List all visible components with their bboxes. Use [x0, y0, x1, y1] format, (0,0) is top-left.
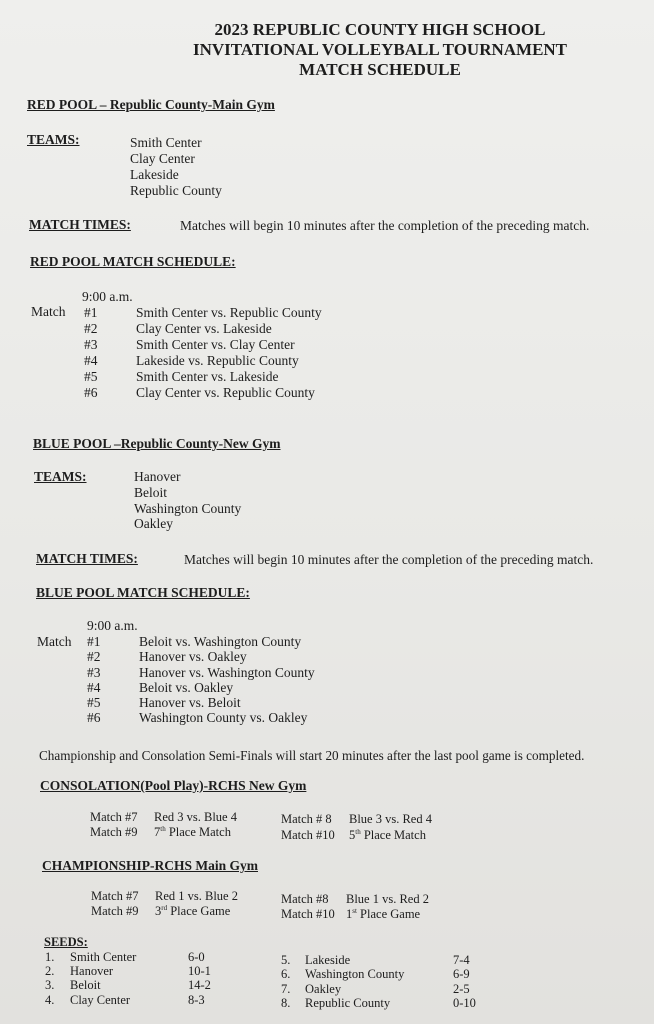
blue-pool-heading: BLUE POOL –Republic County-New Gym [33, 436, 281, 451]
championship-left-2-match: Match #9 [91, 904, 139, 918]
red-match-4-num: #4 [84, 353, 98, 368]
semi-finals-note: Championship and Consolation Semi-Finals will start 20 minutes after the last pool game is completed. [39, 748, 585, 763]
blue-match-3-num: #3 [87, 665, 101, 680]
seed-7-team: Oakley [305, 982, 342, 996]
red-team-1: Smith Center [130, 135, 202, 150]
blue-match-5-num: #5 [87, 695, 101, 710]
seed-7-record: 2-5 [453, 982, 470, 996]
page-title-line2: INVITATIONAL VOLLEYBALL TOURNAMENT [192, 40, 568, 59]
consolation-left-2-game: 7th Place Match [154, 825, 231, 840]
seed-7-rank: 7. [281, 982, 291, 996]
blue-team-4: Oakley [134, 516, 173, 531]
red-match-times-label: MATCH TIMES: [29, 217, 131, 232]
blue-match-6-game: Washington County vs. Oakley [139, 710, 308, 725]
blue-match-times-text: Matches will begin 10 minutes after the completion of the preceding match. [184, 552, 594, 567]
red-pool-heading: RED POOL – Republic County-Main Gym [27, 97, 275, 112]
championship-right-2-game: 1st Place Game [346, 907, 421, 922]
championship-left-1-match: Match #7 [91, 889, 139, 903]
consolation-left-2-match: Match #9 [90, 825, 138, 839]
consolation-right-2-game: 5th Place Match [349, 828, 426, 843]
seed-4-record: 8-3 [188, 993, 205, 1007]
red-match-6-game: Clay Center vs. Republic County [136, 385, 315, 400]
seed-3-rank: 3. [45, 978, 55, 992]
championship-right-1-match: Match #8 [281, 892, 329, 906]
seed-3-record: 14-2 [188, 978, 211, 992]
blue-match-label: Match [37, 634, 72, 649]
blue-team-3: Washington County [134, 501, 242, 516]
blue-teams-label: TEAMS: [34, 469, 87, 484]
blue-match-4-game: Beloit vs. Oakley [139, 680, 234, 695]
seed-5-team: Lakeside [305, 953, 351, 967]
blue-match-times-label: MATCH TIMES: [36, 551, 138, 566]
red-start-time: 9:00 a.m. [82, 289, 133, 304]
blue-match-4-num: #4 [87, 680, 101, 695]
consolation-right-1-match: Match # 8 [281, 812, 332, 826]
seeds-heading: SEEDS: [44, 935, 88, 949]
championship-left-2-game: 3rd Place Game [155, 904, 231, 919]
seed-6-record: 6-9 [453, 967, 470, 981]
seed-1-team: Smith Center [70, 950, 137, 964]
consolation-heading: CONSOLATION(Pool Play)-RCHS New Gym [40, 778, 307, 793]
red-team-2: Clay Center [130, 151, 195, 166]
blue-match-5-game: Hanover vs. Beloit [139, 695, 241, 710]
red-match-1-game: Smith Center vs. Republic County [136, 305, 322, 320]
seed-2-team: Hanover [70, 964, 114, 978]
seed-6-rank: 6. [281, 967, 291, 981]
seed-2-record: 10-1 [188, 964, 211, 978]
championship-right-2-match: Match #10 [281, 907, 335, 921]
seed-6-team: Washington County [305, 967, 405, 981]
red-schedule-heading: RED POOL MATCH SCHEDULE: [30, 254, 236, 269]
consolation-left-1-match: Match #7 [90, 810, 138, 824]
blue-schedule-heading: BLUE POOL MATCH SCHEDULE: [36, 585, 250, 600]
page-title-line1: 2023 REPUBLIC COUNTY HIGH SCHOOL [214, 20, 546, 39]
red-match-3-game: Smith Center vs. Clay Center [136, 337, 295, 352]
blue-match-1-num: #1 [87, 634, 101, 649]
blue-match-2-game: Hanover vs. Oakley [139, 649, 247, 664]
red-match-2-game: Clay Center vs. Lakeside [136, 321, 272, 336]
blue-start-time: 9:00 a.m. [87, 618, 138, 633]
seed-1-rank: 1. [45, 950, 55, 964]
blue-match-2-num: #2 [87, 649, 101, 664]
consolation-right-1-game: Blue 3 vs. Red 4 [349, 812, 432, 826]
red-match-1-num: #1 [84, 305, 98, 320]
red-match-2-num: #2 [84, 321, 98, 336]
seed-2-rank: 2. [45, 964, 55, 978]
red-match-6-num: #6 [84, 385, 98, 400]
red-match-4-game: Lakeside vs. Republic County [136, 353, 299, 368]
blue-match-1-game: Beloit vs. Washington County [139, 634, 302, 649]
championship-right-1-game: Blue 1 vs. Red 2 [346, 892, 429, 906]
blue-team-2: Beloit [134, 485, 167, 500]
seed-8-rank: 8. [281, 996, 291, 1010]
seed-1-record: 6-0 [188, 950, 205, 964]
seed-5-record: 7-4 [453, 953, 470, 967]
consolation-right-2-match: Match #10 [281, 828, 335, 842]
championship-heading: CHAMPIONSHIP-RCHS Main Gym [42, 858, 258, 873]
page-title-line3: MATCH SCHEDULE [299, 60, 461, 79]
seed-4-team: Clay Center [70, 993, 131, 1007]
blue-match-6-num: #6 [87, 710, 101, 725]
red-match-5-num: #5 [84, 369, 98, 384]
seed-5-rank: 5. [281, 953, 291, 967]
red-match-label: Match [31, 304, 66, 319]
seed-8-record: 0-10 [453, 996, 476, 1010]
blue-match-3-game: Hanover vs. Washington County [139, 665, 315, 680]
red-match-3-num: #3 [84, 337, 98, 352]
seed-3-team: Beloit [70, 978, 101, 992]
seed-8-team: Republic County [305, 996, 391, 1010]
blue-team-1: Hanover [134, 469, 181, 484]
red-team-3: Lakeside [130, 167, 179, 182]
seed-4-rank: 4. [45, 993, 55, 1007]
red-match-times-text: Matches will begin 10 minutes after the completion of the preceding match. [180, 218, 590, 233]
championship-left-1-game: Red 1 vs. Blue 2 [155, 889, 238, 903]
red-team-4: Republic County [130, 183, 222, 198]
red-match-5-game: Smith Center vs. Lakeside [136, 369, 279, 384]
red-teams-label: TEAMS: [27, 132, 80, 147]
consolation-left-1-game: Red 3 vs. Blue 4 [154, 810, 237, 824]
